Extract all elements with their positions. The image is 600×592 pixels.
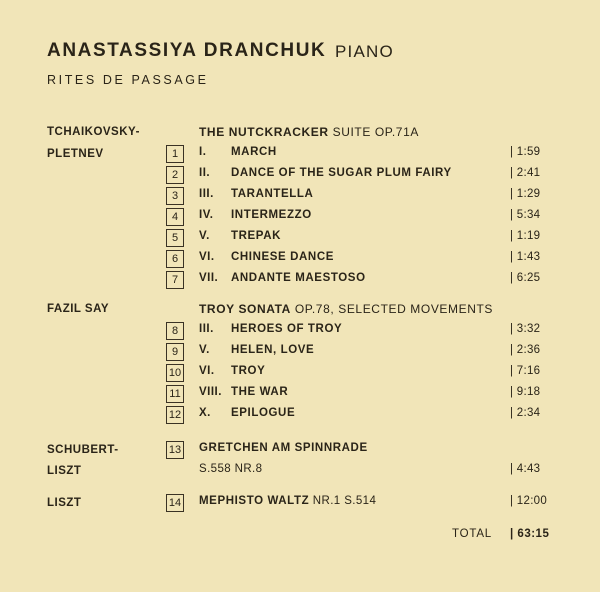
track-row xyxy=(0,364,600,382)
track-row xyxy=(0,145,600,163)
track-title: TREPAK xyxy=(231,230,282,242)
track-title: THE WAR xyxy=(231,386,289,398)
track-number: 14 xyxy=(166,494,184,512)
movement-numeral: III. xyxy=(199,323,214,335)
track-title: DANCE OF THE SUGAR PLUM FAIRY xyxy=(231,167,452,179)
movement-numeral: VI. xyxy=(199,365,215,377)
track-row xyxy=(0,250,600,268)
track-duration: | 1:43 xyxy=(510,251,540,263)
movement-numeral: IV. xyxy=(199,209,214,221)
track-row xyxy=(0,166,600,184)
work-mephisto xyxy=(199,495,376,507)
track-duration: | 4:43 xyxy=(510,463,540,475)
track-duration: | 12:00 xyxy=(510,495,547,507)
track-row xyxy=(0,271,600,289)
track-number: 6 xyxy=(166,250,184,268)
work-detail: NR.1 S.514 xyxy=(309,495,377,507)
track-number: 4 xyxy=(166,208,184,226)
work-title: TROY SONATA xyxy=(199,302,291,316)
total-label: TOTAL xyxy=(452,528,492,540)
movement-numeral: VII. xyxy=(199,272,219,284)
track-duration: | 3:32 xyxy=(510,323,540,335)
track-number: 1 xyxy=(166,145,184,163)
track-row xyxy=(0,494,600,512)
track-title: HELEN, LOVE xyxy=(231,344,315,356)
work-title: THE NUTCKRACKER xyxy=(199,125,329,139)
track-duration: | 1:19 xyxy=(510,230,540,242)
track-duration: | 2:36 xyxy=(510,344,540,356)
track-title: CHINESE DANCE xyxy=(231,251,335,263)
track-detail-row xyxy=(0,462,600,480)
track-number: 9 xyxy=(166,343,184,361)
track-number: 2 xyxy=(166,166,184,184)
catalog-number: S.558 NR.8 xyxy=(199,463,263,475)
work-detail: SUITE OP.71A xyxy=(328,125,419,139)
movement-numeral: V. xyxy=(199,230,210,242)
track-number: 12 xyxy=(166,406,184,424)
track-title: INTERMEZZO xyxy=(231,209,312,221)
track-number: 5 xyxy=(166,229,184,247)
movement-numeral: I. xyxy=(199,146,207,158)
track-number: 8 xyxy=(166,322,184,340)
track-number: 10 xyxy=(166,364,184,382)
track-duration: | 1:29 xyxy=(510,188,540,200)
track-title: MARCH xyxy=(231,146,277,158)
track-duration: | 2:34 xyxy=(510,407,540,419)
track-row xyxy=(0,406,600,424)
movement-numeral: II. xyxy=(199,167,211,179)
track-row xyxy=(0,343,600,361)
composer-pletnev: PLETNEV xyxy=(47,148,104,160)
composer-say: FAZIL SAY xyxy=(47,303,110,315)
track-number: 13 xyxy=(166,441,184,459)
track-duration: | 9:18 xyxy=(510,386,540,398)
track-row xyxy=(0,441,600,459)
track-number: 11 xyxy=(166,385,184,403)
composer-schubert: SCHUBERT- xyxy=(47,444,119,456)
track-duration: | 6:25 xyxy=(510,272,540,284)
artist-name: ANASTASSIYA DRANCHUK xyxy=(47,40,327,61)
track-row xyxy=(0,187,600,205)
track-row xyxy=(0,208,600,226)
work-nutcracker xyxy=(199,125,419,139)
track-duration: | 7:16 xyxy=(510,365,540,377)
movement-numeral: X. xyxy=(199,407,211,419)
track-title: TARANTELLA xyxy=(231,188,314,200)
track-number: 7 xyxy=(166,271,184,289)
work-title: GRETCHEN AM SPINNRADE xyxy=(199,442,368,454)
work-troy-sonata xyxy=(199,302,493,316)
movement-numeral: VI. xyxy=(199,251,215,263)
movement-numeral: III. xyxy=(199,188,214,200)
instrument: PIANO xyxy=(335,42,394,61)
track-row xyxy=(0,385,600,403)
track-title: ANDANTE MAESTOSO xyxy=(231,272,366,284)
track-number: 3 xyxy=(166,187,184,205)
track-title: TROY xyxy=(231,365,266,377)
composer-tchaikovsky: TCHAIKOVSKY- xyxy=(47,126,140,138)
track-duration: | 1:59 xyxy=(510,146,540,158)
movement-numeral: VIII. xyxy=(199,386,222,398)
composer-liszt-arranger: LISZT xyxy=(47,465,82,477)
total-duration: | 63:15 xyxy=(510,528,549,540)
work-title: MEPHISTO WALTZ xyxy=(199,495,310,507)
movement-numeral: V. xyxy=(199,344,210,356)
track-duration: | 2:41 xyxy=(510,167,540,179)
composer-liszt: LISZT xyxy=(47,497,82,509)
track-row xyxy=(0,229,600,247)
track-row xyxy=(0,322,600,340)
track-title: EPILOGUE xyxy=(231,407,296,419)
work-detail: OP.78, SELECTED MOVEMENTS xyxy=(290,302,494,316)
track-duration: | 5:34 xyxy=(510,209,540,221)
track-title: HEROES OF TROY xyxy=(231,323,343,335)
album-title: RITES DE PASSAGE xyxy=(47,73,209,87)
